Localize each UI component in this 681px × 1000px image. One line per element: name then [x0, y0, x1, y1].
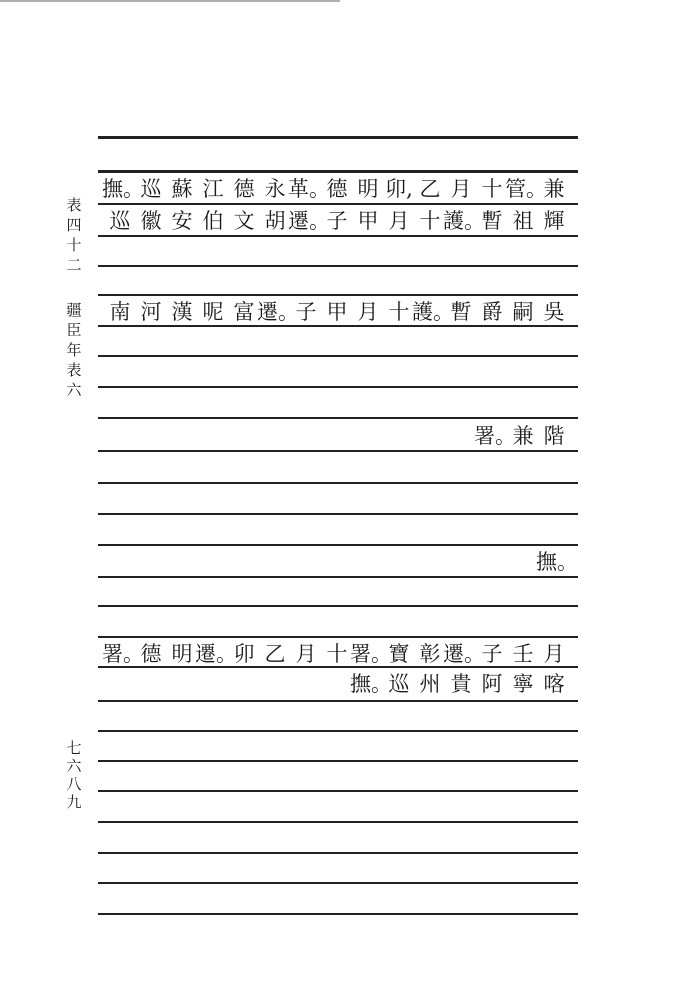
text-cell: 十: [481, 177, 503, 201]
text-cell: 護。: [412, 300, 454, 324]
text-cell: 撫。: [350, 672, 392, 696]
text-cell: 撫。: [102, 177, 144, 201]
text-cell: 子: [481, 642, 503, 666]
text-cell: 寶: [388, 642, 410, 666]
table-rule: [98, 417, 578, 419]
text-cell: 祖: [512, 209, 534, 233]
text-cell: 月: [543, 642, 565, 666]
text-cell: 階: [543, 424, 565, 448]
text-cell: 阿: [481, 672, 503, 696]
text-cell: 嗣: [512, 300, 534, 324]
text-cell: 月: [357, 300, 379, 324]
text-cell: 南: [109, 300, 131, 324]
text-cell: 呢: [202, 300, 224, 324]
text-cell: 爵: [481, 300, 503, 324]
text-cell: 喀: [543, 672, 565, 696]
text-cell: 遷。: [288, 209, 330, 233]
text-cell: 江: [202, 177, 224, 201]
text-cell: 月: [388, 209, 410, 233]
text-cell: 河: [140, 300, 162, 324]
text-cell: 漢: [171, 300, 193, 324]
text-cell: 十: [388, 300, 410, 324]
text-cell: 署。: [350, 642, 392, 666]
text-cell: 月: [295, 642, 317, 666]
text-cell: 德: [233, 177, 255, 201]
text-cell: 十: [419, 209, 441, 233]
text-cell: 撫。: [536, 550, 578, 574]
table-rule: [98, 790, 578, 792]
text-cell: 署。: [474, 424, 516, 448]
table-rule: [98, 760, 578, 762]
text-cell: 蘇: [171, 177, 193, 201]
table-rule: [98, 265, 578, 267]
text-cell: 管。: [505, 177, 547, 201]
text-cell: 徽: [140, 209, 162, 233]
table-rule: [98, 170, 578, 173]
text-cell: 革。: [288, 177, 330, 201]
table-rule: [98, 136, 578, 139]
text-cell: 子: [326, 209, 348, 233]
text-cell: 甲: [357, 209, 379, 233]
text-cell: 遷。: [195, 642, 237, 666]
text-cell: 德: [326, 177, 348, 201]
text-cell: 貴: [450, 672, 472, 696]
text-cell: 月: [450, 177, 472, 201]
text-cell: 寧: [512, 672, 534, 696]
text-cell: 富: [233, 300, 255, 324]
text-cell: 巡: [109, 209, 131, 233]
text-cell: 暫: [481, 209, 503, 233]
text-cell: 乙: [264, 642, 286, 666]
text-cell: 安: [171, 209, 193, 233]
text-cell: 德: [140, 642, 162, 666]
table-rule: [98, 730, 578, 732]
text-cell: 護。: [443, 209, 485, 233]
table-rule: [98, 882, 578, 884]
text-cell: 吳: [543, 300, 565, 324]
table-rule: [98, 913, 578, 915]
text-cell: 伯: [202, 209, 224, 233]
table-rule: [98, 386, 578, 388]
text-cell: 署。: [102, 642, 144, 666]
text-cell: 兼: [512, 424, 534, 448]
table-rule: [98, 852, 578, 854]
table-rule: [98, 294, 578, 296]
text-cell: 永: [264, 177, 286, 201]
text-cell: 子: [295, 300, 317, 324]
text-cell: 輝: [543, 209, 565, 233]
text-cell: 卯,: [385, 177, 413, 201]
text-cell: 巡: [140, 177, 162, 201]
page-top-edge: [0, 0, 340, 2]
text-cell: 文: [233, 209, 255, 233]
text-cell: 乙: [419, 177, 441, 201]
table-rule: [98, 513, 578, 515]
text-cell: 十: [326, 642, 348, 666]
text-cell: 明: [357, 177, 379, 201]
text-cell: 州: [419, 672, 441, 696]
table-rule: [98, 636, 578, 638]
table-rule: [98, 821, 578, 823]
table-rule: [98, 544, 578, 546]
text-cell: 彰: [419, 642, 441, 666]
table-rule: [98, 605, 578, 607]
text-cell: 巡: [388, 672, 410, 696]
table-rule: [98, 355, 578, 357]
text-cell: 暫: [450, 300, 472, 324]
text-cell: 壬: [512, 642, 534, 666]
text-cell: 甲: [326, 300, 348, 324]
text-cell: 卯: [233, 642, 255, 666]
table-rule: [98, 700, 578, 702]
text-cell: 胡: [264, 209, 286, 233]
text-cell: 兼: [543, 177, 565, 201]
table-rule: [98, 576, 578, 578]
table-rule: [98, 482, 578, 484]
text-cell: 遷。: [443, 642, 485, 666]
text-cell: 遷。: [257, 300, 299, 324]
text-cell: 明: [171, 642, 193, 666]
